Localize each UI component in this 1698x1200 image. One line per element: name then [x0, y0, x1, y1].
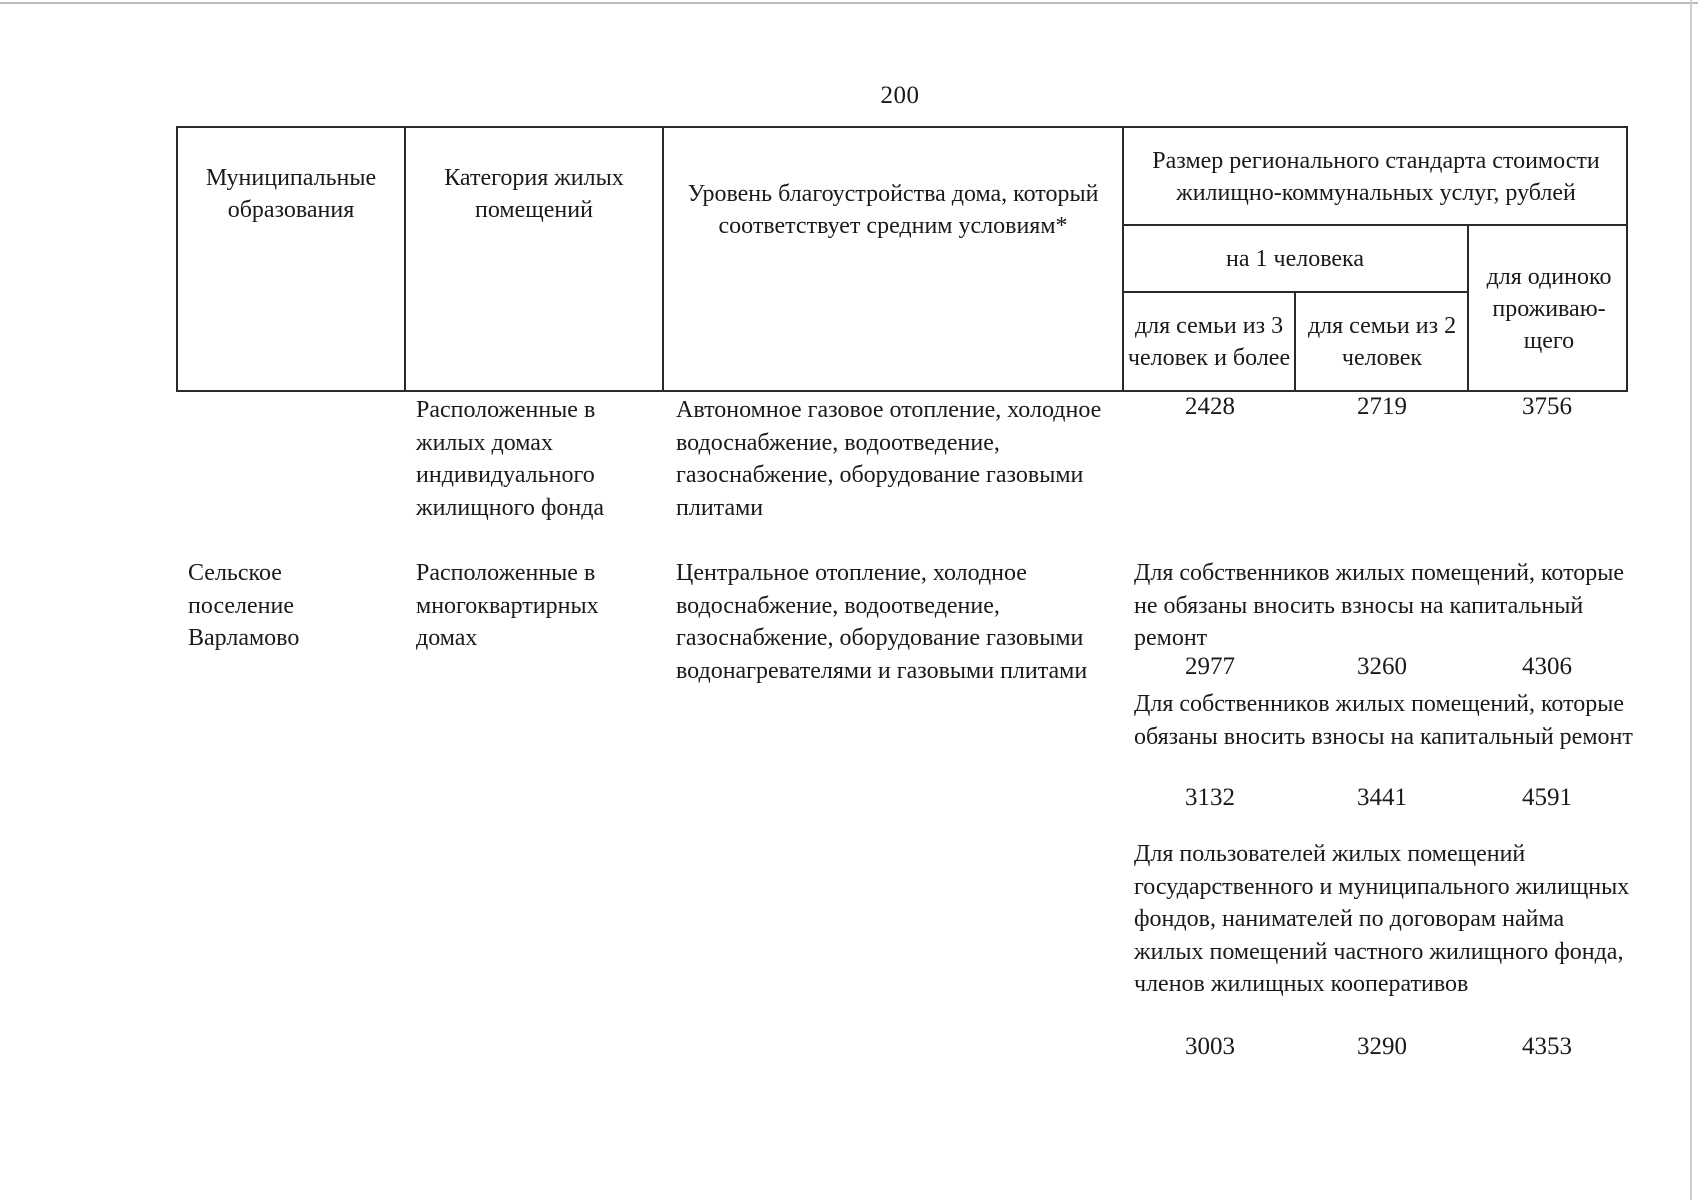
value-family-3: 3132: [1185, 784, 1235, 811]
value-single: 4353: [1522, 1033, 1572, 1060]
header-municipal: Муниципальные образования: [205, 165, 377, 223]
value-family-2: 3260: [1357, 653, 1407, 680]
header-single: для одиноко проживаю-щего: [1486, 264, 1612, 354]
category-cell: Расположенные в жилых домах индивидуального жилищного фонда: [416, 397, 605, 521]
level-cell: Автономное газовое отопление, холодное водоснабжение, водоотведение, газоснабжение, оборудование газовыми плитами: [676, 397, 1102, 521]
header-category: Категория жилых помещений: [444, 165, 624, 223]
group-note-3: Для пользователей жилых помещений государственного и муниципального жилищных фондов, нанимателей по договорам найма жилых помещений частного жилищного фонда, членов жилищных кооперативов: [1134, 841, 1630, 997]
level-cell: Центральное отопление, холодное водоснабжение, водоотведение, газоснабжение, оборудование газовыми водонагревателями и газовыми плитами: [676, 560, 1088, 684]
header-family-2: для семьи из 2 человек: [1307, 313, 1457, 371]
header-standard: Размер регионального стандарта стоимости жилищно-коммунальных услуг, рублей: [1152, 148, 1600, 206]
group-note-1: Для собственников жилых помещений, которые не обязаны вносить взносы на капитальный ремонт: [1134, 560, 1625, 651]
header-family-3: для семьи из 3 человек и более: [1127, 313, 1291, 371]
value-family-3: 2428: [1185, 393, 1235, 420]
value-family-2: 3290: [1357, 1033, 1407, 1060]
category-cell: Расположенные в многоквартирных домах: [416, 560, 599, 651]
value-single: 4306: [1522, 653, 1572, 680]
scan-edge-right: [1690, 0, 1692, 1200]
value-family-3: 3003: [1185, 1033, 1235, 1060]
page-number: 200: [880, 82, 920, 109]
value-family-3: 2977: [1185, 653, 1235, 680]
municipality-cell: Сельское поселение Варламово: [188, 560, 300, 651]
value-family-2: 3441: [1357, 784, 1407, 811]
value-single: 3756: [1522, 393, 1572, 420]
header-per-person: на 1 человека: [1226, 246, 1364, 272]
value-family-2: 2719: [1357, 393, 1407, 420]
scan-edge-top: [0, 2, 1698, 4]
value-single: 4591: [1522, 784, 1572, 811]
header-level: Уровень благоустройства дома, который соответствует средним условиям*: [687, 181, 1099, 239]
group-note-2: Для собственников жилых помещений, которые обязаны вносить взносы на капитальный ремонт: [1134, 691, 1633, 750]
